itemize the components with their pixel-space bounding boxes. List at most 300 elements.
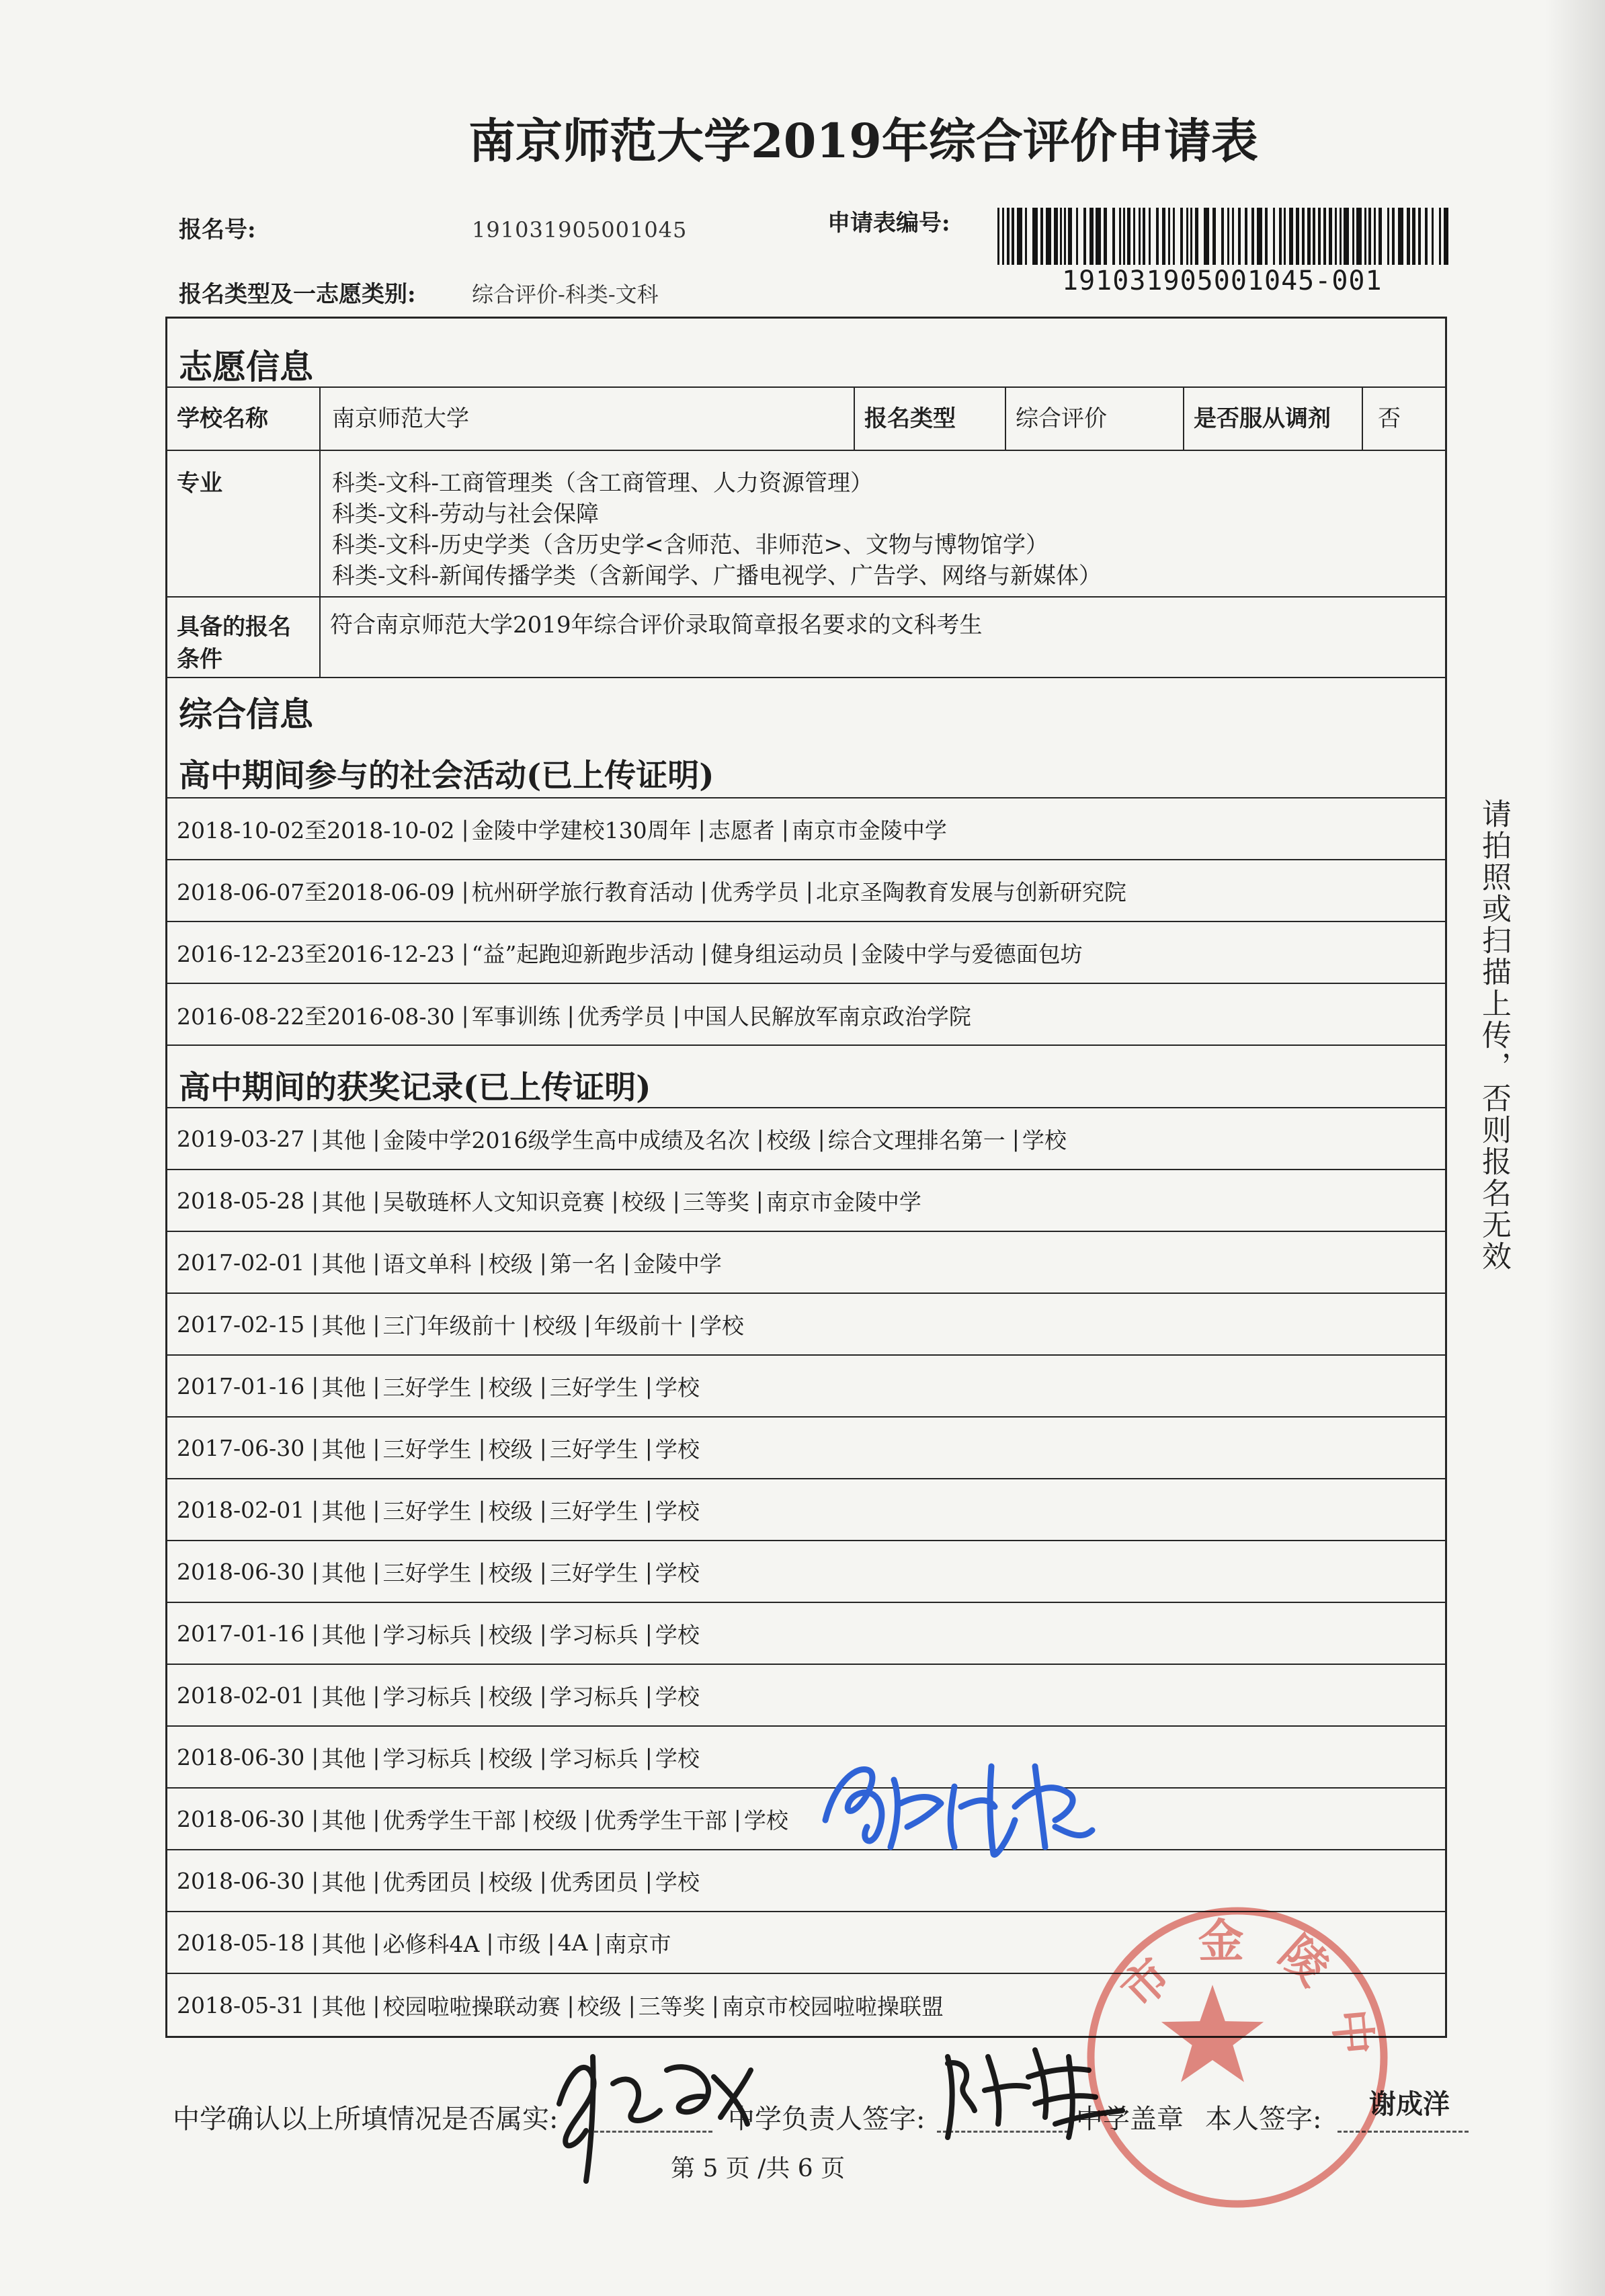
field-separator: | bbox=[567, 1001, 575, 1028]
activity-name: 杭州研学旅行教育活动 bbox=[471, 878, 694, 905]
field-separator: | bbox=[478, 1682, 486, 1709]
award-issuer: 学校 bbox=[655, 1374, 700, 1401]
activity-date-range: 2018-06-07至2018-06-09 bbox=[177, 878, 455, 905]
barcode-bar bbox=[1398, 208, 1403, 265]
field-separator: | bbox=[645, 1744, 653, 1770]
major-item: 科类-文科-新闻传播学类（含新闻学、广播电视学、广告学、网络与新媒体） bbox=[332, 563, 1102, 589]
award-name: 优秀学生干部 bbox=[382, 1807, 516, 1834]
award-row bbox=[167, 1294, 1445, 1356]
field-separator: | bbox=[461, 1001, 469, 1028]
field-separator: | bbox=[539, 1496, 547, 1523]
barcode-bar bbox=[1002, 208, 1004, 265]
field-separator: | bbox=[583, 1311, 591, 1338]
activity-name: “益”起跑迎新跑步活动 bbox=[471, 940, 694, 967]
barcode bbox=[996, 208, 1450, 265]
award-category: 其他 bbox=[321, 1745, 366, 1772]
award-result: 优秀学生干部 bbox=[593, 1807, 727, 1834]
award-level: 校级 bbox=[532, 1807, 577, 1834]
award-date: 2017-01-16 bbox=[177, 1620, 305, 1647]
award-issuer: 金陵中学 bbox=[632, 1250, 722, 1277]
award-name: 学习标兵 bbox=[382, 1745, 472, 1772]
barcode-bar bbox=[1344, 208, 1349, 265]
school-seal-stamp bbox=[1069, 1889, 1405, 2225]
activity-row bbox=[167, 984, 1445, 1046]
field-separator: | bbox=[372, 1867, 380, 1894]
award-issuer: 学校 bbox=[743, 1807, 788, 1834]
award-date: 2018-06-30 bbox=[177, 1805, 305, 1832]
award-result: 4A bbox=[557, 1929, 588, 1956]
field-separator: | bbox=[311, 1929, 319, 1956]
barcode-bar bbox=[1173, 208, 1175, 265]
activity-date-range: 2016-08-22至2016-08-30 bbox=[177, 1003, 455, 1030]
award-date: 2018-05-31 bbox=[177, 1992, 305, 2018]
activity-row bbox=[167, 922, 1445, 984]
award-issuer: 南京市 bbox=[604, 1930, 671, 1957]
award-result: 三好学生 bbox=[549, 1374, 639, 1401]
field-separator: | bbox=[539, 1249, 547, 1276]
award-level: 校级 bbox=[488, 1250, 533, 1277]
barcode-bar bbox=[1104, 208, 1107, 265]
condition-cell bbox=[319, 598, 1445, 677]
barcode-bar bbox=[1296, 208, 1299, 265]
barcode-bar bbox=[1076, 208, 1078, 265]
award-name: 学习标兵 bbox=[382, 1683, 472, 1710]
field-separator: | bbox=[461, 939, 469, 966]
field-separator: | bbox=[781, 815, 789, 842]
field-separator: | bbox=[311, 1867, 319, 1894]
barcode-bar bbox=[1238, 208, 1241, 265]
field-separator: | bbox=[486, 1929, 494, 1956]
field-separator: | bbox=[645, 1620, 653, 1647]
barcode-bar bbox=[1245, 208, 1247, 265]
award-row bbox=[167, 1356, 1445, 1418]
award-name: 三好学生 bbox=[382, 1498, 472, 1524]
student-name: 谢成洋 bbox=[1369, 2088, 1450, 2120]
award-category: 其他 bbox=[321, 1498, 366, 1524]
award-level: 校级 bbox=[488, 1869, 533, 1895]
field-separator: | bbox=[711, 1992, 719, 2018]
award-issuer: 学校 bbox=[1022, 1126, 1067, 1153]
major-label-cell bbox=[167, 451, 319, 596]
award-result: 综合文理排名第一 bbox=[827, 1126, 1005, 1153]
activity-organizer: 中国人民解放军南京政治学院 bbox=[682, 1003, 971, 1030]
field-separator: | bbox=[539, 1558, 547, 1585]
field-separator: | bbox=[547, 1929, 555, 1956]
award-row bbox=[167, 1541, 1445, 1603]
award-issuer: 学校 bbox=[699, 1312, 744, 1339]
field-separator: | bbox=[311, 1496, 319, 1523]
field-separator: | bbox=[372, 1311, 380, 1338]
award-result: 学习标兵 bbox=[549, 1745, 639, 1772]
award-name: 三门年级前十 bbox=[382, 1312, 516, 1339]
barcode-bar bbox=[1407, 208, 1410, 265]
form-title: 南京师范大学2019年综合评价申请表 bbox=[468, 113, 1258, 169]
barcode-bar bbox=[1012, 208, 1014, 265]
awards-heading: 高中期间的获奖记录(已上传证明) bbox=[167, 1046, 1445, 1108]
award-date: 2018-05-18 bbox=[177, 1929, 305, 1956]
field-separator: | bbox=[645, 1867, 653, 1894]
field-separator: | bbox=[372, 1249, 380, 1276]
award-result: 年级前十 bbox=[593, 1312, 683, 1339]
award-result: 三好学生 bbox=[549, 1559, 639, 1586]
school-name-label: 学校名称 bbox=[177, 405, 268, 432]
award-issuer: 学校 bbox=[655, 1559, 700, 1586]
field-separator: | bbox=[594, 1929, 602, 1956]
barcode-bar bbox=[1340, 208, 1342, 265]
field-separator: | bbox=[311, 1187, 319, 1214]
field-separator: | bbox=[311, 1744, 319, 1770]
major-label: 专业 bbox=[177, 470, 222, 497]
barcode-bar bbox=[1289, 208, 1293, 265]
award-date: 2017-01-16 bbox=[177, 1372, 305, 1399]
barcode-bar bbox=[1119, 208, 1121, 265]
barcode-bar bbox=[1257, 208, 1262, 265]
activity-row bbox=[167, 860, 1445, 922]
field-separator: | bbox=[372, 1372, 380, 1399]
award-date: 2018-02-01 bbox=[177, 1496, 305, 1523]
field-separator: | bbox=[372, 1992, 380, 2018]
barcode-bar bbox=[1412, 208, 1415, 265]
activity-name: 金陵中学建校130周年 bbox=[471, 817, 692, 844]
field-separator: | bbox=[478, 1620, 486, 1647]
barcode-bar bbox=[1313, 208, 1315, 265]
field-separator: | bbox=[372, 1558, 380, 1585]
confirm-label: 中学确认以上所填情况是否属实: bbox=[173, 2104, 559, 2135]
field-separator: | bbox=[372, 1805, 380, 1832]
award-level: 校级 bbox=[577, 1993, 622, 2020]
field-separator: | bbox=[622, 1249, 630, 1276]
award-result: 三等奖 bbox=[638, 1993, 705, 2020]
field-separator: | bbox=[461, 815, 469, 842]
field-separator: | bbox=[539, 1620, 547, 1647]
award-issuer: 学校 bbox=[655, 1498, 700, 1524]
award-level: 校级 bbox=[488, 1498, 533, 1524]
barcode-bar bbox=[1168, 208, 1170, 265]
condition-row bbox=[167, 598, 1445, 678]
award-result: 第一名 bbox=[549, 1250, 616, 1277]
field-separator: | bbox=[583, 1805, 591, 1832]
award-level: 校级 bbox=[488, 1436, 533, 1463]
award-level: 市级 bbox=[496, 1930, 541, 1957]
activity-name: 军事训练 bbox=[471, 1003, 561, 1030]
field-separator: | bbox=[672, 1001, 680, 1028]
field-separator: | bbox=[850, 939, 858, 966]
barcode-bar bbox=[1392, 208, 1395, 265]
award-category: 其他 bbox=[321, 1312, 366, 1339]
field-separator: | bbox=[672, 1187, 680, 1214]
barcode-bar bbox=[1139, 208, 1141, 265]
seal-label: 中学盖章 bbox=[1076, 2104, 1184, 2135]
barcode-bar bbox=[1439, 208, 1441, 265]
field-separator: | bbox=[522, 1311, 530, 1338]
award-date: 2017-02-01 bbox=[177, 1249, 305, 1276]
barcode-bar bbox=[1378, 208, 1382, 265]
barcode-bar bbox=[1221, 208, 1224, 265]
award-name: 吴敬琏杯人文知识竞赛 bbox=[382, 1188, 605, 1215]
award-result: 学习标兵 bbox=[549, 1683, 639, 1710]
activity-organizer: 南京市金陵中学 bbox=[791, 817, 947, 844]
barcode-bar bbox=[1032, 208, 1038, 265]
adjustment-label: 是否服从调剂 bbox=[1183, 388, 1362, 450]
field-separator: | bbox=[689, 1311, 697, 1338]
major-item: 科类-文科-劳动与社会保障 bbox=[332, 501, 599, 528]
award-name: 三好学生 bbox=[382, 1436, 472, 1463]
award-name: 三好学生 bbox=[382, 1374, 472, 1401]
page-number: 第 5 页 /共 6 页 bbox=[671, 2155, 846, 2182]
award-date: 2017-06-30 bbox=[177, 1434, 305, 1461]
condition-text: 符合南京师范大学2019年综合评价录取简章报名要求的文科考生 bbox=[330, 612, 983, 639]
school-row bbox=[167, 388, 1445, 451]
self-signature-label: 本人签字: bbox=[1205, 2104, 1322, 2135]
barcode-bar bbox=[1273, 208, 1275, 265]
major-list bbox=[319, 451, 1445, 596]
field-separator: | bbox=[311, 1620, 319, 1647]
award-date: 2018-05-28 bbox=[177, 1187, 305, 1214]
section-title-overall: 综合信息 bbox=[179, 694, 313, 734]
signature-black-1 bbox=[546, 2030, 761, 2188]
barcode-bar bbox=[1387, 208, 1389, 265]
adjustment-value: 否 bbox=[1362, 388, 1445, 450]
field-separator: | bbox=[311, 1125, 319, 1152]
registration-type-cell: 综合评价 bbox=[1005, 388, 1183, 450]
field-separator: | bbox=[539, 1434, 547, 1461]
award-row bbox=[167, 1479, 1445, 1541]
field-separator: | bbox=[567, 1992, 575, 2018]
award-date: 2018-06-30 bbox=[177, 1744, 305, 1770]
field-separator: | bbox=[478, 1744, 486, 1770]
major-row bbox=[167, 451, 1445, 598]
seal-star bbox=[1161, 1985, 1264, 2082]
barcode-bar bbox=[1356, 208, 1362, 265]
seal-text: 市金陵中 bbox=[1111, 1914, 1384, 2087]
barcode-bar bbox=[1068, 208, 1072, 265]
field-separator: | bbox=[311, 1992, 319, 2018]
award-level: 校级 bbox=[488, 1745, 533, 1772]
barcode-bar bbox=[1284, 208, 1286, 265]
barcode-bar bbox=[1368, 208, 1371, 265]
signature-blue bbox=[813, 1739, 1102, 1867]
barcode-bar bbox=[1046, 208, 1051, 265]
award-date: 2018-02-01 bbox=[177, 1682, 305, 1709]
barcode-bar bbox=[1112, 208, 1115, 265]
award-category: 其他 bbox=[321, 1126, 366, 1153]
award-name: 学习标兵 bbox=[382, 1621, 472, 1648]
award-level: 校级 bbox=[488, 1374, 533, 1401]
award-row bbox=[167, 1418, 1445, 1479]
application-table bbox=[165, 317, 1447, 2038]
barcode-bar bbox=[1143, 208, 1145, 265]
field-separator: | bbox=[372, 1682, 380, 1709]
award-result: 三好学生 bbox=[549, 1498, 639, 1524]
barcode-bar bbox=[1180, 208, 1183, 265]
barcode-bar bbox=[1025, 208, 1027, 265]
field-separator: | bbox=[645, 1682, 653, 1709]
activities-list bbox=[167, 798, 1445, 1046]
field-separator: | bbox=[645, 1372, 653, 1399]
registration-number-label: 报名号: bbox=[179, 216, 256, 243]
barcode-bar bbox=[1302, 208, 1305, 265]
award-date: 2019-03-27 bbox=[177, 1125, 305, 1152]
barcode-bar bbox=[1017, 208, 1022, 265]
barcode-bar bbox=[1352, 208, 1354, 265]
activity-organizer: 金陵中学与爱德面包坊 bbox=[860, 940, 1083, 967]
award-date: 2018-06-30 bbox=[177, 1558, 305, 1585]
activity-date-range: 2018-10-02至2018-10-02 bbox=[177, 817, 455, 844]
award-category: 其他 bbox=[321, 1559, 366, 1586]
field-separator: | bbox=[478, 1249, 486, 1276]
award-category: 其他 bbox=[321, 1930, 366, 1957]
barcode-bar bbox=[1123, 208, 1125, 265]
registration-type-value: 综合评价-科类-文科 bbox=[472, 282, 659, 307]
award-level: 校级 bbox=[488, 1559, 533, 1586]
field-separator: | bbox=[311, 1434, 319, 1461]
field-separator: | bbox=[372, 1434, 380, 1461]
award-row bbox=[167, 1665, 1445, 1727]
upload-notice: 请拍照或扫描上传，否则报名无效 bbox=[1477, 798, 1511, 1272]
field-separator: | bbox=[756, 1125, 764, 1152]
field-separator: | bbox=[539, 1867, 547, 1894]
field-separator: | bbox=[478, 1558, 486, 1585]
award-category: 其他 bbox=[321, 1188, 366, 1215]
field-separator: | bbox=[478, 1867, 486, 1894]
field-separator: | bbox=[700, 939, 708, 966]
field-separator: | bbox=[700, 877, 708, 904]
barcode-bar bbox=[1432, 208, 1434, 265]
field-separator: | bbox=[311, 1249, 319, 1276]
award-level: 校级 bbox=[766, 1126, 811, 1153]
field-separator: | bbox=[311, 1682, 319, 1709]
school-name: 南京师范大学 bbox=[319, 388, 854, 450]
barcode-bar bbox=[1204, 208, 1209, 265]
barcode-bar bbox=[1232, 208, 1234, 265]
barcode-bar bbox=[1054, 208, 1058, 265]
field-separator: | bbox=[645, 1496, 653, 1523]
award-row bbox=[167, 1603, 1445, 1665]
field-separator: | bbox=[733, 1805, 741, 1832]
barcode-bar bbox=[1156, 208, 1159, 265]
barcode-bar bbox=[1195, 208, 1198, 265]
award-name: 语文单科 bbox=[382, 1250, 472, 1277]
award-result: 学习标兵 bbox=[549, 1621, 639, 1648]
award-category: 其他 bbox=[321, 1869, 366, 1895]
field-separator: | bbox=[645, 1434, 653, 1461]
award-date: 2018-06-30 bbox=[177, 1867, 305, 1894]
award-name: 校园啦啦操联动赛 bbox=[382, 1993, 561, 2020]
condition-label-cell bbox=[167, 598, 319, 677]
barcode-bar bbox=[1418, 208, 1421, 265]
award-category: 其他 bbox=[321, 1250, 366, 1277]
barcode-bar bbox=[1227, 208, 1229, 265]
award-issuer: 南京市金陵中学 bbox=[766, 1188, 921, 1215]
field-separator: | bbox=[478, 1372, 486, 1399]
award-name: 优秀团员 bbox=[382, 1869, 472, 1895]
principal-signature-label: 中学负责人签字: bbox=[728, 2104, 925, 2135]
award-row bbox=[167, 1170, 1445, 1232]
activity-role: 优秀学员 bbox=[577, 1003, 666, 1030]
barcode-bar bbox=[1007, 208, 1010, 265]
field-separator: | bbox=[645, 1558, 653, 1585]
barcode-bar bbox=[1133, 208, 1135, 265]
field-separator: | bbox=[522, 1805, 530, 1832]
award-category: 其他 bbox=[321, 1683, 366, 1710]
field-separator: | bbox=[805, 877, 813, 904]
registration-type-label: 报名类型及一志愿类别: bbox=[179, 281, 416, 308]
field-separator: | bbox=[461, 877, 469, 904]
field-separator: | bbox=[539, 1682, 547, 1709]
award-issuer: 学校 bbox=[655, 1869, 700, 1895]
barcode-bar bbox=[1335, 208, 1337, 265]
barcode-bar bbox=[1040, 208, 1043, 265]
registration-number: 191031905001045 bbox=[472, 217, 688, 243]
award-level: 校级 bbox=[621, 1188, 666, 1215]
barcode-bar bbox=[1374, 208, 1376, 265]
barcode-bar bbox=[1212, 208, 1216, 265]
award-result: 三等奖 bbox=[682, 1188, 749, 1215]
award-row bbox=[167, 1232, 1445, 1294]
registration-type-cell-label: 报名类型 bbox=[854, 388, 1005, 450]
field-separator: | bbox=[539, 1372, 547, 1399]
field-separator: | bbox=[539, 1744, 547, 1770]
award-category: 其他 bbox=[321, 1436, 366, 1463]
award-result: 三好学生 bbox=[549, 1436, 639, 1463]
award-result: 优秀团员 bbox=[549, 1869, 639, 1895]
barcode-bar bbox=[1329, 208, 1332, 265]
form-number: 191031905001045-001 bbox=[1062, 265, 1383, 296]
award-row bbox=[167, 1727, 1445, 1789]
barcode-bar bbox=[1162, 208, 1165, 265]
barcode-bar bbox=[1149, 208, 1151, 265]
field-separator: | bbox=[311, 1311, 319, 1338]
activities-heading: 高中期间参与的社会活动(已上传证明) bbox=[167, 745, 1445, 798]
field-separator: | bbox=[372, 1744, 380, 1770]
field-separator: | bbox=[478, 1434, 486, 1461]
field-separator: | bbox=[372, 1125, 380, 1152]
award-category: 其他 bbox=[321, 1993, 366, 2020]
barcode-bar bbox=[1444, 208, 1448, 265]
award-issuer: 学校 bbox=[655, 1621, 700, 1648]
barcode-bar bbox=[1318, 208, 1321, 265]
activity-role: 优秀学员 bbox=[710, 878, 799, 905]
barcode-bar bbox=[1251, 208, 1254, 265]
field-separator: | bbox=[372, 1496, 380, 1523]
field-separator: | bbox=[372, 1929, 380, 1956]
award-name: 金陵中学2016级学生高中成绩及名次 bbox=[382, 1126, 750, 1153]
section-title-volunteer: 志愿信息 bbox=[167, 319, 1445, 388]
field-separator: | bbox=[817, 1125, 825, 1152]
activity-role: 志愿者 bbox=[708, 817, 775, 844]
barcode-bar bbox=[1425, 208, 1428, 265]
barcode-bar bbox=[1060, 208, 1062, 265]
barcode-bar bbox=[1279, 208, 1282, 265]
field-separator: | bbox=[478, 1496, 486, 1523]
award-row bbox=[167, 1789, 1445, 1850]
condition-label-line: 条件 bbox=[177, 646, 222, 673]
major-item: 科类-文科-历史学类（含历史学<含师范、非师范>、文物与博物馆学） bbox=[332, 532, 1048, 559]
award-issuer: 南京市校园啦啦操联盟 bbox=[721, 1993, 944, 2020]
field-separator: | bbox=[611, 1187, 619, 1214]
award-issuer: 学校 bbox=[655, 1436, 700, 1463]
major-item: 科类-文科-工商管理类（含工商管理、人力资源管理） bbox=[332, 470, 873, 497]
award-date: 2017-02-15 bbox=[177, 1311, 305, 1338]
award-name: 必修科4A bbox=[382, 1930, 480, 1957]
award-category: 其他 bbox=[321, 1621, 366, 1648]
barcode-bar bbox=[1083, 208, 1086, 265]
barcode-bar bbox=[1089, 208, 1094, 265]
award-name: 三好学生 bbox=[382, 1559, 472, 1586]
field-separator: | bbox=[372, 1620, 380, 1647]
activity-role: 健身组运动员 bbox=[710, 940, 844, 967]
field-separator: | bbox=[755, 1187, 764, 1214]
